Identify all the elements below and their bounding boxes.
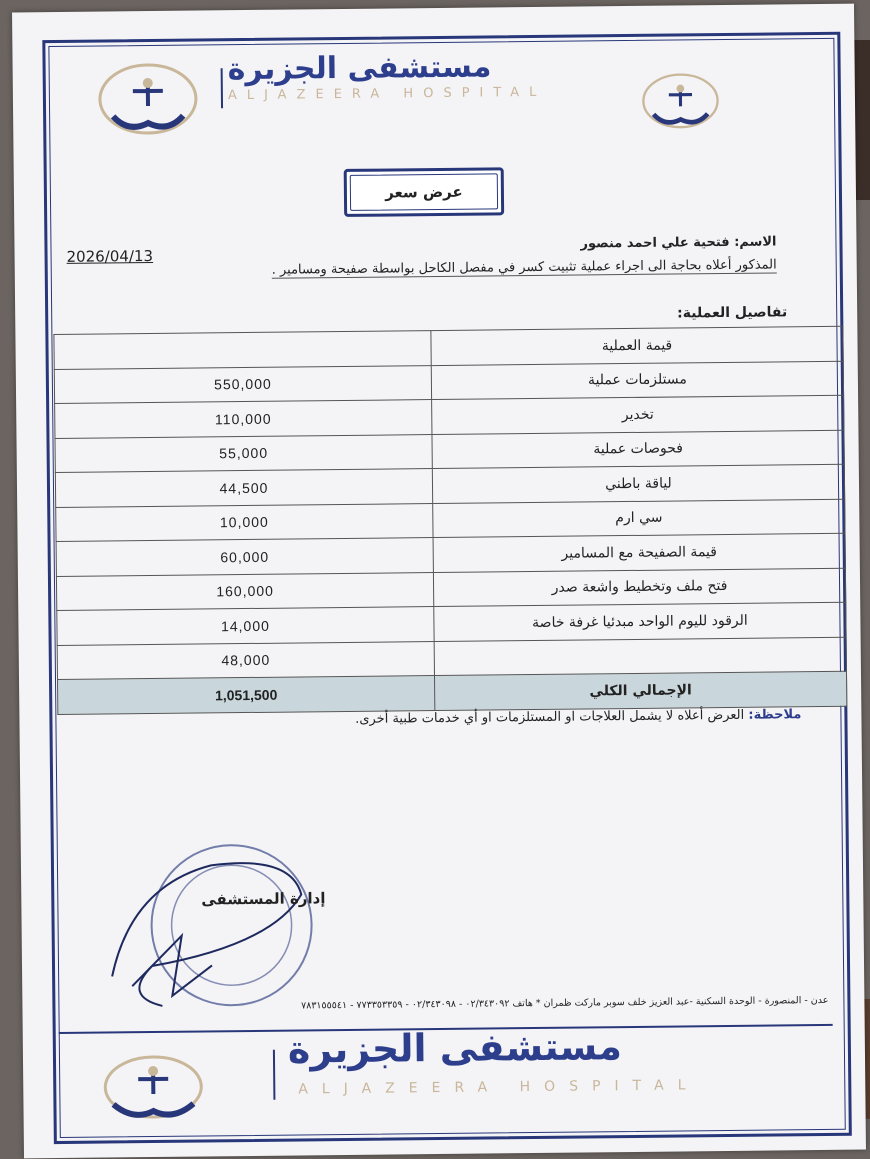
note-text: العرض أعلاه لا يشمل العلاجات او المستلزمات او أي خدمات طبية أخرى. [355, 707, 745, 727]
total-value: 1,051,500 [58, 676, 435, 714]
total-label: الإجمالي الكلي [434, 671, 846, 710]
cost-table [53, 326, 847, 715]
document-page [12, 4, 866, 1159]
table-cell-value: 14,000 [57, 607, 434, 645]
quote-title-box [344, 167, 504, 217]
procedure-description-text: المذكور أعلاه بحاجة الى اجراء عملية تثبيت كسر في مفصل الكاحل بواسطة صفيحة ومسامير . [271, 257, 777, 278]
table-cell-label: سي ارم [433, 499, 845, 538]
footer-hospital-name-en: ALJAZEERA HOSPITAL [298, 1077, 700, 1098]
hospital-name-en: ALJAZEERA HOSPITAL [227, 84, 547, 104]
hospital-name-ar: مستشفى الجزيرة [227, 49, 492, 88]
table-cell-label: فحوصات عملية [432, 430, 844, 469]
footer-address: عدن - المنصورة - الوحدة السكنية -عبد العزيز خلف سوبر ماركت ظمران * هاتف ٠٢/٣٤٣٠٩٢ - ٠٢/٣٤٣٠٩٨ - ٧٧٣٣٥٣٣٥٩ - ٧٨٣١٥٥٥٤١ [301, 994, 829, 1012]
footer-logo-icon [73, 1048, 234, 1130]
table-cell-label: مستلزمات عملية [431, 361, 843, 400]
quote-title: عرض سعر [385, 182, 463, 202]
table-cell-label: فتح ملف وتخطيط واشعة صدر [433, 568, 845, 607]
table-cell-label: الرقود لليوم الواحد مبدئيا غرفة خاصة [434, 602, 846, 641]
table-cell-value: 44,500 [55, 469, 432, 507]
document-date: 2026/04/13 [66, 246, 154, 266]
note-label: ملاحظة: [748, 707, 802, 723]
hospital-logo-icon [93, 60, 204, 141]
signature-label: إدارة المستشفى [201, 889, 326, 909]
table-header-label: قيمة العملية [431, 326, 843, 365]
table-cell-value [54, 331, 431, 369]
hospital-logo-right-icon [638, 67, 724, 138]
table-cell-value: 55,000 [55, 434, 432, 472]
patient-name: الاسم: فتحية علي احمد منصور [580, 234, 777, 252]
header-divider [221, 68, 223, 108]
table-cell-value: 10,000 [56, 503, 433, 541]
table-cell-label: لياقة باطني [432, 464, 844, 503]
table-cell-value: 550,000 [54, 365, 431, 403]
table-cell-label: تخدير [432, 395, 844, 434]
table-cell-value: 48,000 [57, 641, 434, 679]
table-cell-label: قيمة الصفيحة مع المسامير [433, 533, 845, 572]
footer-hospital-name-ar: مستشفى الجزيرة [287, 1024, 623, 1072]
table-cell-label [434, 637, 846, 676]
hospital-stamp-icon [91, 824, 343, 1027]
table-cell-value: 110,000 [55, 400, 432, 438]
details-label: تفاصيل العملية: [677, 304, 788, 322]
table-cell-value: 60,000 [56, 538, 433, 576]
table-cell-value: 160,000 [56, 572, 433, 610]
